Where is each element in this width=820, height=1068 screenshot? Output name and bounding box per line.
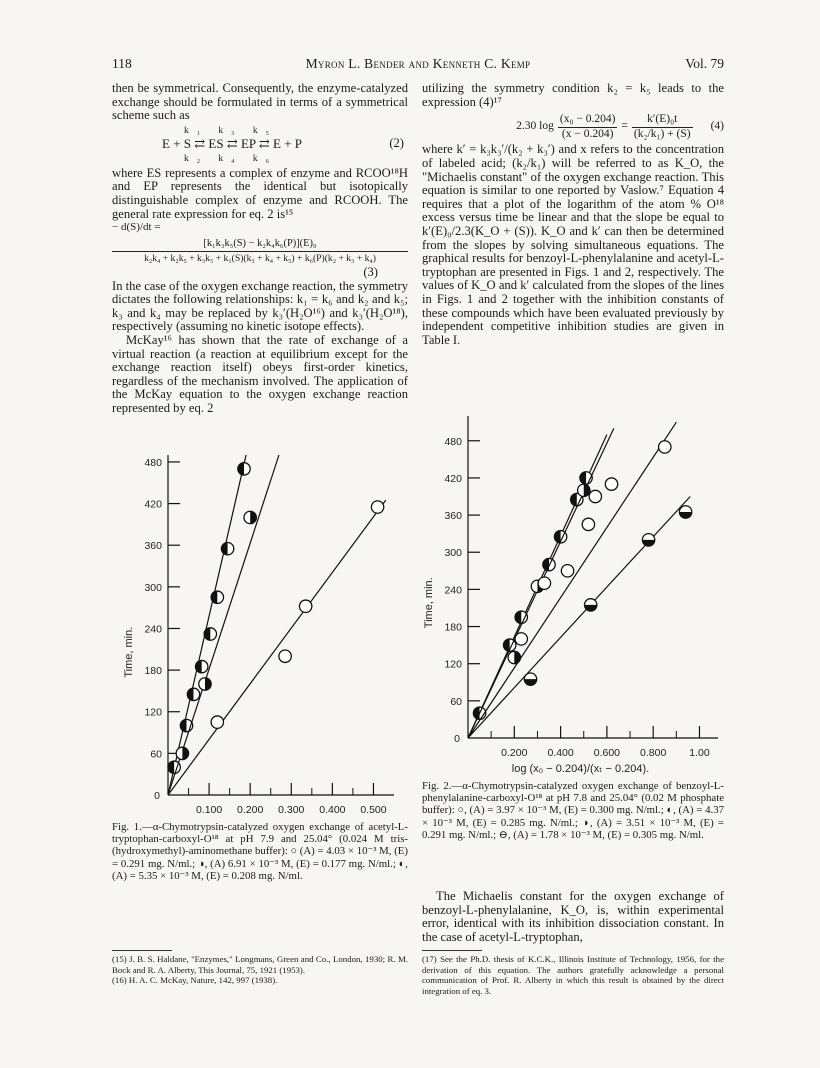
eq3-denominator: k₂k₄ + k₂k₅ + k₃k₅ + k₁(S)(k₃ + k₄ + k₅) + k₆(P)(k₂ + k₃ + k₄) <box>144 253 376 265</box>
data-point <box>578 484 590 496</box>
y-tick-label: 120 <box>444 658 462 671</box>
data-point <box>187 688 199 700</box>
data-point <box>279 650 291 662</box>
eq2-number: (2) <box>389 135 404 150</box>
x-axis-label: log (x₀ − 0.204)/(xₜ − 0.204). <box>511 763 650 775</box>
right-column-continued <box>422 890 724 944</box>
equation-3 <box>112 237 408 266</box>
x-tick-label: 0.500 <box>360 804 387 816</box>
data-point <box>199 678 211 690</box>
paragraph: In the case of the oxygen exchange reaction, the symmetry dictates the following relationships: k₁ = k₆ and k₂ and k₅; k₃ and k₄ may be replaced by k₃′(H₂O¹⁶) and k₃′(H₂O¹⁸), respectively (assuming no kinetic isotope effects). <box>112 278 408 334</box>
x-tick-label: 0.200 <box>501 747 528 759</box>
footnote-rule <box>112 950 172 951</box>
data-point <box>589 490 601 502</box>
data-point-outline <box>371 501 383 513</box>
origin-label: 0 <box>154 790 160 802</box>
series-open <box>168 500 386 795</box>
data-point-outline <box>279 650 291 662</box>
data-point <box>211 591 223 603</box>
data-point-outline <box>605 478 617 490</box>
eq4-rhs-denominator: (k₂/k₁) + (S) <box>633 127 691 140</box>
data-point-outline <box>582 518 594 530</box>
series-half-right <box>168 455 279 795</box>
footnote-rule <box>422 950 482 951</box>
eq4-rhs-numerator: k′(E)₀t <box>632 113 693 128</box>
eq4-lhs-denominator: (x − 0.204) <box>561 127 614 140</box>
x-tick-label: 0.100 <box>195 804 223 816</box>
y-tick-label: 180 <box>444 621 462 634</box>
figure-1-caption: Fig. 1.—α-Chymotrypsin-catalyzed oxygen exchange of acetyl-L-tryptophan-carboxyl-O¹⁸ at pH 7.9 and 25.04° (0.024 M tris-(hydroxymethyl)-aminomethane buffer): ○ (A) = 4.03 × 10⁻³ M, (E) = 0.291 mg. N/ml.; ◑, (A) 6.91 × 10⁻³ M, (E) = 0.177 mg. N/ml.; ◐, (A) = 5.35 × 10⁻³ M, (E) = 0.208 mg. N/ml. <box>112 821 408 882</box>
eq2-body: E + S ⇄ ES ⇄ EP ⇄ E + P <box>162 135 303 151</box>
eq2-rate-constants-reverse: k₂ k₄ k₆ <box>184 153 277 164</box>
eq4-rhs-fraction <box>632 113 693 141</box>
y-tick-label: 360 <box>144 540 162 553</box>
left-footnotes <box>112 946 408 986</box>
series-half-left <box>168 455 250 795</box>
eq3-number: (3) <box>363 264 378 279</box>
footnote-16: (16) H. A. C. McKay, Nature, 142, 997 (1938). <box>112 975 278 986</box>
eq4-equals: = <box>621 120 628 133</box>
x-tick-label: 0.800 <box>640 747 667 759</box>
paragraph: utilizing the symmetry condition k₂ = k₅ leads to the expression (4)¹⁷ <box>422 81 724 109</box>
paragraph: where k′ = k₃k₃′/(k₂ + k₃′) and x refers to the concentration of labeled acid; (k₂/k₁) will be referred to as K_O, the "Michaelis constant" of the oxygen exchange reaction. This equation is similar to one reported by Vaslow.⁷ Equation 4 requires that a plot of the logarithm of the atom % O¹⁸ excess versus time be linear and that the slope be equal to k′(E)₀/2.3(K_O + (S)). K_O and k′ can then be determined from the slopes by solving simultaneous equations. The graphical results for benzoyl-L-phenylalanine and acetyl-L-tryptophan are presented in Figs. 1 and 2, respectively. The values of K_O and k′ calculated from the slopes of the lines in Figs. 1 and 2 together with the inhibition constants of these compounds which have been evaluated previously by independent competitive inhibition studies are given in Table I. <box>422 142 724 347</box>
y-tick-label: 420 <box>144 498 162 511</box>
paragraph: where ES represents a complex of enzyme and RCOO¹⁸H and EP represents the identical but isotopically distinguishable complex of enzyme and RCOOH. The general rate expression for eq. 2 is¹⁵ <box>112 165 408 221</box>
footnote-17: (17) See the Ph.D. thesis of K.C.K., Illinois Institute of Technology, 1956, for the derivation of this equation. The authors gratefully acknowledge a personal communication of Prof. R. Alberty in which this result is obtained by the direct integration of eq. 3. <box>422 954 724 996</box>
data-point-outline <box>538 577 550 589</box>
x-tick-label: 1.00 <box>689 747 710 759</box>
data-point-outline <box>299 600 311 612</box>
volume-label: Vol. 79 <box>685 56 724 71</box>
origin-label: 0 <box>454 733 460 745</box>
eq4-lhs-fraction <box>558 113 618 141</box>
eq4-coefficient: 2.30 log <box>516 120 554 133</box>
figure-1-chart <box>108 448 408 818</box>
series-half-horizontal <box>468 497 692 739</box>
y-tick-label: 60 <box>450 695 462 708</box>
paragraph: McKay¹⁶ has shown that the rate of exchange of a virtual reaction (a reaction at equilibrium except for the exchange reaction itself) obeys first-order kinetics, regardless of the mechanism involved. The application of the McKay equation to the oxygen exchange reaction represented by eq. 2 <box>112 332 408 415</box>
data-point <box>561 565 573 577</box>
page-header <box>112 56 724 76</box>
data-point-outline <box>515 633 527 645</box>
eq2-rate-constants-forward: k₁ k₃ k₅ <box>184 125 277 136</box>
data-point <box>679 506 691 518</box>
footnote-15: (15) J. B. S. Haldane, "Enzymes," Longmans, Green and Co., London, 1930; R. M. Bock and R. A. Alberty, This Journal, 75, 1921 (1953). <box>112 954 408 975</box>
y-tick-label: 120 <box>144 706 162 719</box>
data-point-outline <box>211 716 223 728</box>
data-point <box>195 660 207 672</box>
data-point <box>538 577 550 589</box>
fit-line <box>168 455 279 795</box>
equation-2 <box>112 125 408 167</box>
eq4-number: (4) <box>710 120 724 133</box>
figure-2-chart <box>418 408 724 780</box>
right-column <box>422 82 724 347</box>
data-point <box>211 716 223 728</box>
figure-2-caption: Fig. 2.—α-Chymotrypsin-catalyzed oxygen exchange of benzoyl-L-phenylalanine-carboxyl-O¹⁸ at pH 7.8 and 25.04° (0.02 M phosphate buffer): ○, (A) = 3.97 × 10⁻³ M, (E) = 0.300 mg. N/ml.; ◐, (A) = 4.37 × 10⁻³ M, (E) = 0.285 mg. N/ml.; ◑, (A) = 3.51 × 10⁻³ M, (E) = 0.291 mg. N/ml.; ⊖, (A) = 1.78 × 10⁻³ M, (E) = 0.305 mg. N/ml. <box>422 780 724 841</box>
equation-4 <box>422 113 724 141</box>
y-tick-label: 60 <box>150 748 162 761</box>
data-point <box>299 600 311 612</box>
data-point <box>659 441 671 453</box>
data-point <box>238 463 250 475</box>
data-point-outline <box>659 441 671 453</box>
y-tick-label: 480 <box>444 435 462 448</box>
y-tick-label: 300 <box>144 581 162 594</box>
y-tick-label: 240 <box>444 584 462 597</box>
data-point-outline <box>589 490 601 502</box>
running-head-authors: Myron L. Bender and Kenneth C. Kemp <box>305 56 531 71</box>
eq3-lhs: − d(S)/dt = <box>112 221 161 234</box>
fit-line <box>468 497 690 739</box>
y-tick-label: 300 <box>444 547 462 560</box>
page-number: 118 <box>112 56 132 71</box>
x-tick-label: 0.400 <box>547 747 574 759</box>
left-column <box>112 82 408 415</box>
x-tick-label: 0.600 <box>593 747 621 759</box>
data-point <box>244 511 256 523</box>
y-tick-label: 360 <box>444 510 462 523</box>
eq4-lhs-numerator: (x₀ − 0.204) <box>558 113 618 128</box>
y-tick-label: 420 <box>444 472 462 485</box>
fit-line <box>468 422 676 738</box>
data-point <box>582 518 594 530</box>
eq3-numerator: [k₁k₃k₅(S) − k₂k₄k₆(P)](E)₀ <box>112 237 408 253</box>
data-point <box>584 599 596 611</box>
x-tick-label: 0.400 <box>319 804 346 816</box>
fit-line <box>168 455 246 795</box>
data-point <box>371 501 383 513</box>
data-point <box>524 673 536 685</box>
x-tick-label: 0.200 <box>237 804 264 816</box>
data-point-outline <box>561 565 573 577</box>
series-open <box>468 422 676 738</box>
y-axis-label: Time, min. <box>423 577 435 629</box>
right-footnotes <box>422 946 724 996</box>
y-tick-label: 180 <box>144 665 162 678</box>
data-point <box>515 611 527 623</box>
data-point <box>221 542 233 554</box>
y-axis-label: Time, min. <box>123 626 135 678</box>
data-point <box>515 633 527 645</box>
x-tick-label: 0.300 <box>278 804 305 816</box>
data-point <box>176 747 188 759</box>
data-point <box>204 628 216 640</box>
y-tick-label: 240 <box>144 623 162 636</box>
paragraph: The Michaelis constant for the oxygen exchange of benzoyl-L-phenylalanine, K_O, is, within experimental error, identical with its inhibition dissociation constant. In the case of acetyl-L-tryptophan, <box>422 889 724 944</box>
data-point <box>642 534 654 546</box>
y-tick-label: 480 <box>144 456 162 469</box>
paragraph: then be symmetrical. Consequently, the enzyme-catalyzed exchange should be formulated in terms of a symmetrical scheme such as <box>112 81 408 123</box>
fit-line <box>168 500 386 795</box>
data-point <box>605 478 617 490</box>
